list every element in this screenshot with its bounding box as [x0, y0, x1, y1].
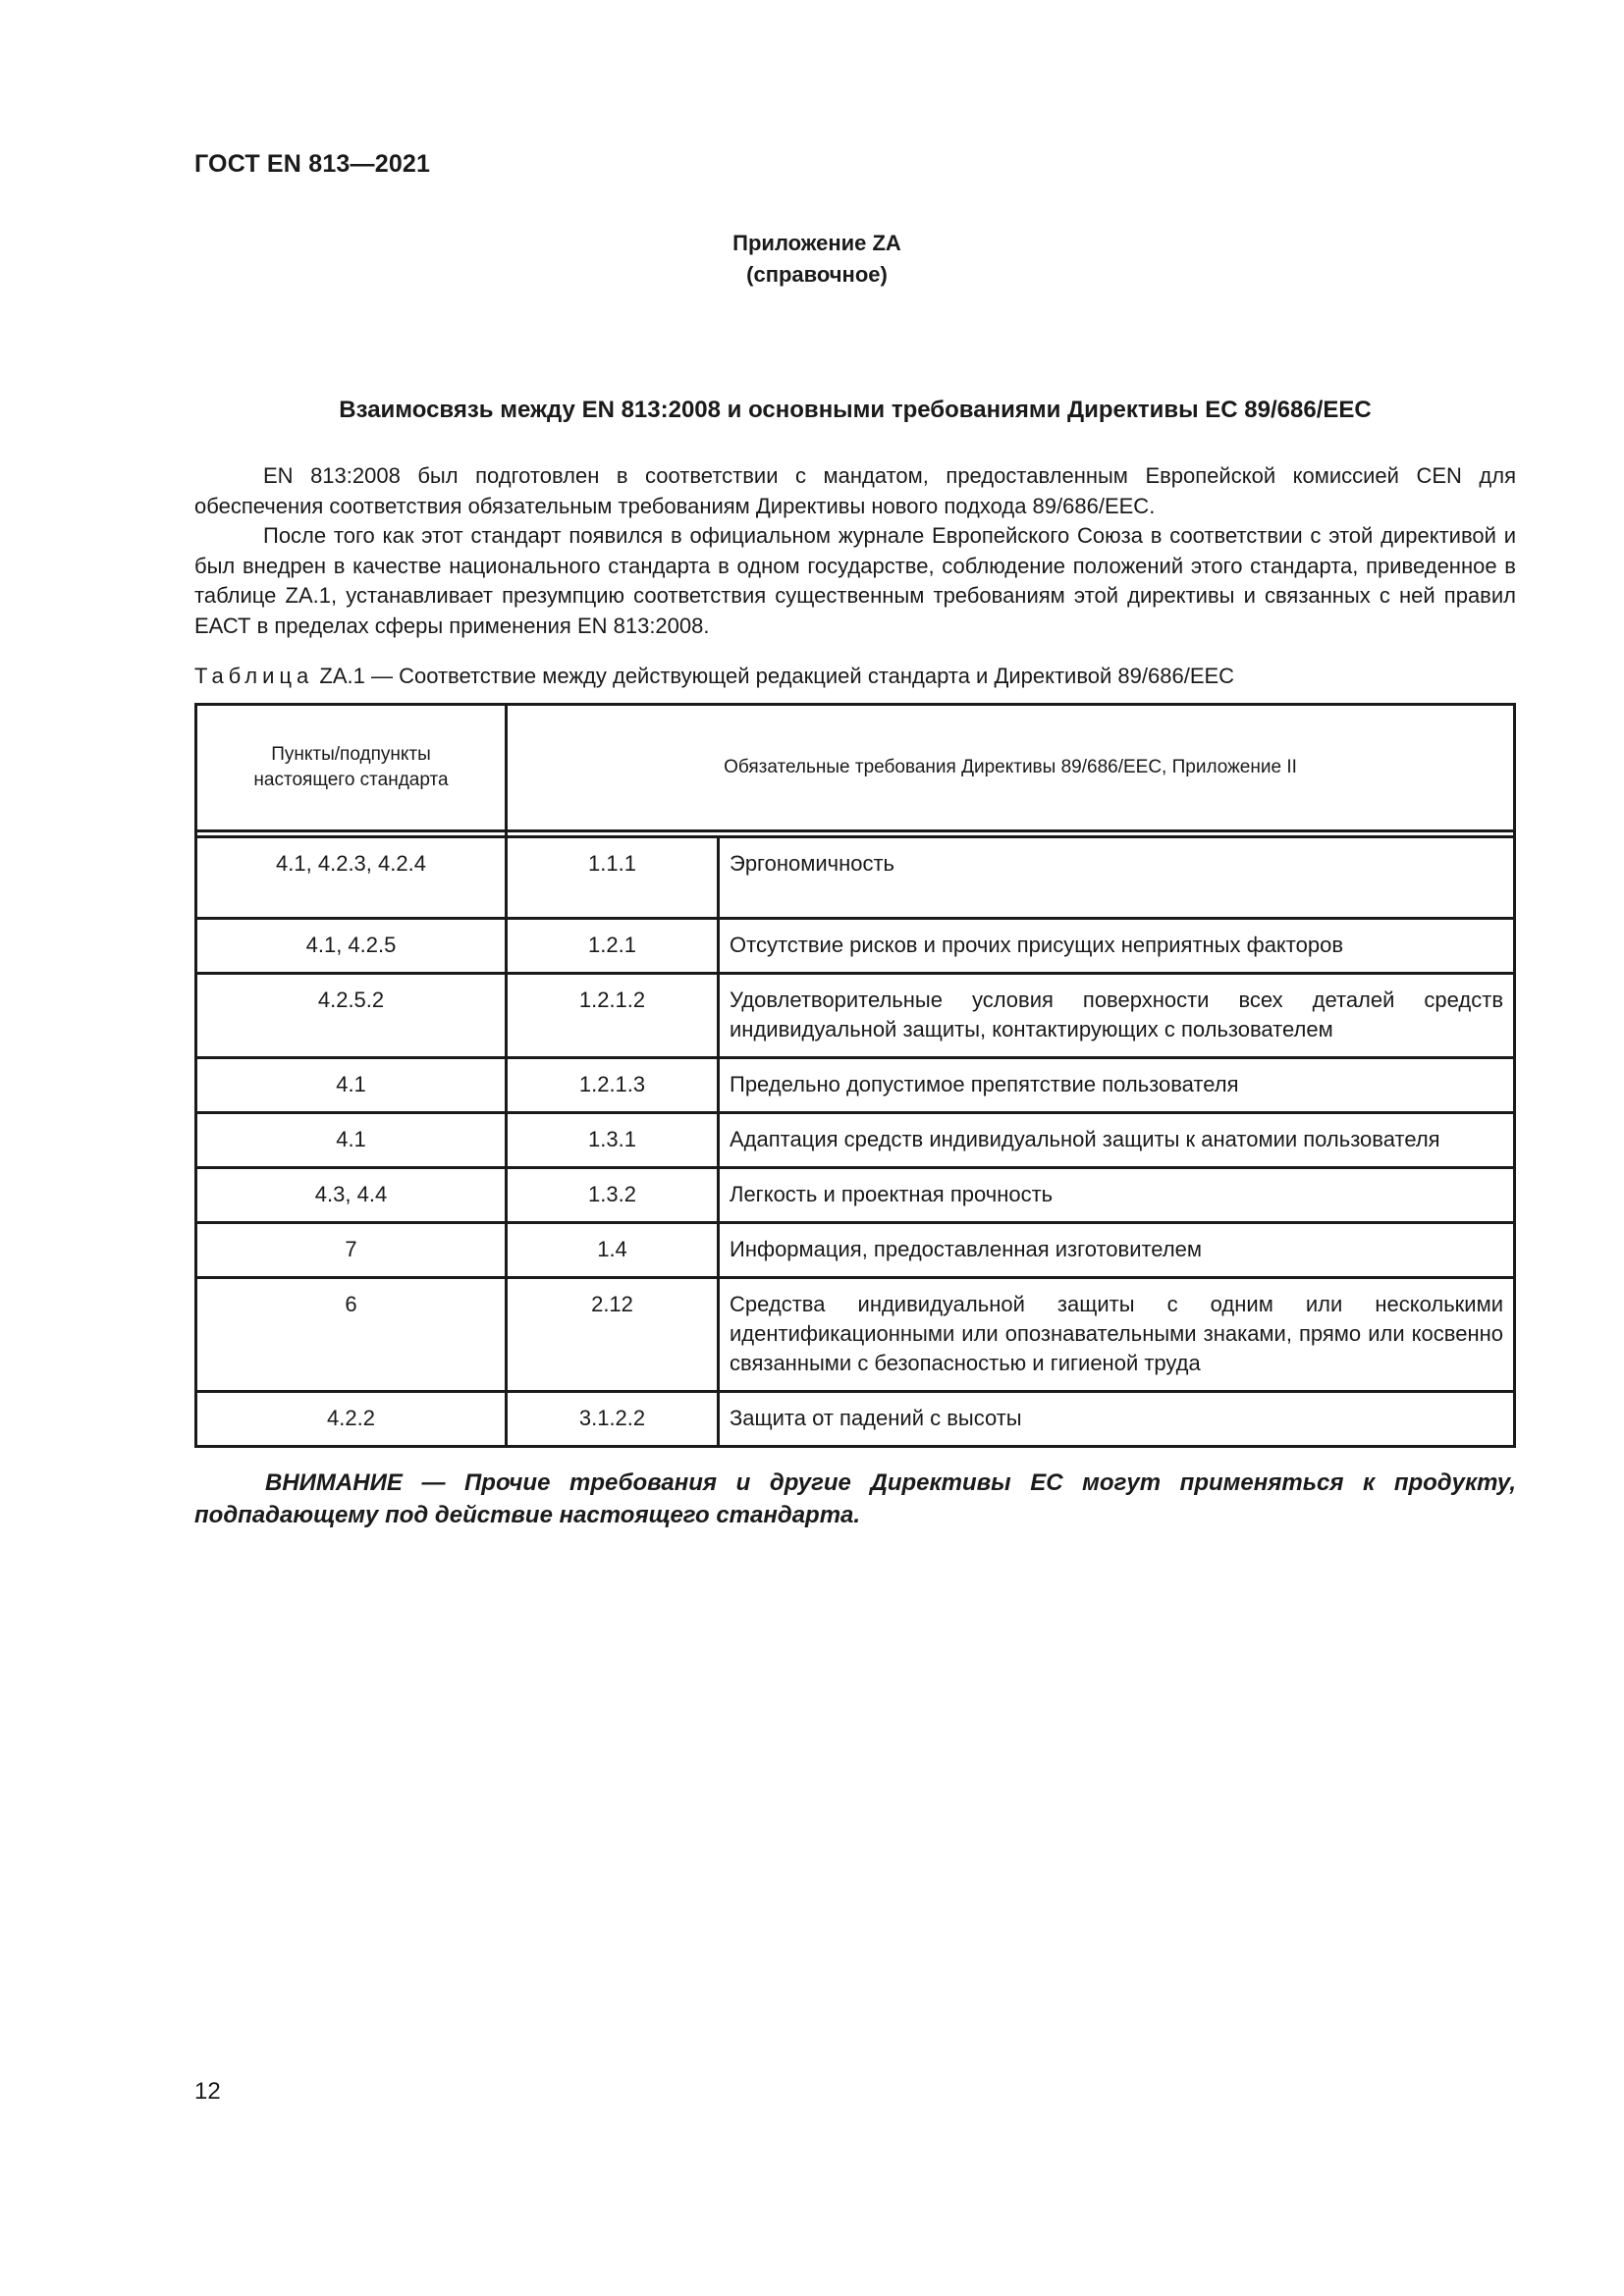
description-cell: [719, 837, 1515, 919]
clause-cell-text: 6: [345, 1292, 357, 1316]
requirement-cell: [507, 837, 719, 919]
clause-cell-text: 4.1, 4.2.5: [305, 933, 397, 957]
header-clauses: [196, 705, 507, 831]
description-cell: [719, 919, 1515, 974]
requirement-cell: [507, 974, 719, 1058]
requirement-cell: [507, 1058, 719, 1113]
page-number: 12: [194, 2078, 221, 2105]
requirement-cell-text: 1.3.1: [588, 1127, 636, 1151]
requirement-cell: [507, 1168, 719, 1223]
description-cell-text: Отсутствие рисков и прочих присущих неприятных факторов: [730, 933, 1344, 957]
description-cell: [719, 1278, 1515, 1392]
table-row: [196, 1113, 1515, 1168]
table-row: [196, 919, 1515, 974]
header-clauses-text: Пункты/подпункты настоящего стандарта: [253, 744, 449, 790]
description-cell-text: Защита от падений с высоты: [730, 1406, 1022, 1430]
clause-cell-text: 4.1: [336, 1127, 366, 1151]
requirement-cell-text: 1.2.1.3: [578, 1072, 646, 1096]
requirement-cell-text: 1.2.1.2: [578, 988, 646, 1012]
clause-cell-text: 4.1, 4.2.3, 4.2.4: [276, 851, 426, 876]
description-cell-text: Адаптация средств индивидуальной защиты к анатомии пользователя: [730, 1127, 1440, 1151]
header-requirements: Обязательные требования Директивы 89/686/EEC, Приложение II: [507, 705, 1515, 831]
clause-cell: [196, 1168, 507, 1223]
clause-cell-text: 4.1: [336, 1072, 366, 1096]
description-cell: [719, 1113, 1515, 1168]
clause-cell: [196, 1392, 507, 1447]
correspondence-table: [194, 703, 1516, 1448]
clause-cell-text: 4.2.2: [327, 1406, 375, 1430]
description-cell: [719, 974, 1515, 1058]
table-row: [196, 1278, 1515, 1392]
clause-cell-text: 4.3, 4.4: [314, 1182, 388, 1206]
table-caption-text: ZA.1 — Соответствие между действующей редакцией стандарта и Директивой 89/686/EEC: [319, 664, 1235, 688]
table-header-row: [196, 705, 1515, 831]
description-cell-text: Средства индивидуальной защиты с одним или несколькими идентификационными или опознавательными знаками, прямо или косвенно связанными с безопасностью и гигиеной труда: [730, 1292, 1503, 1375]
description-cell: [719, 1058, 1515, 1113]
section-title: Взаимосвязь между EN 813:2008 и основными требованиями Директивы ЕС 89/686/EEC: [339, 397, 1372, 423]
description-cell: [719, 1168, 1515, 1223]
description-cell-text: Предельно допустимое препятствие пользователя: [730, 1072, 1239, 1096]
table-row: [196, 1058, 1515, 1113]
clause-cell: [196, 919, 507, 974]
annex-title: Приложение ZA: [732, 231, 901, 255]
paragraph: EN 813:2008 был подготовлен в соответствии с мандатом, предоставленным Европейской комиссией CEN для обеспечения соответствия обязательным требованиям Директивы нового подхода 89/686/EEC.: [194, 463, 1516, 518]
warning-note: [194, 1467, 1516, 1531]
clause-cell: [196, 1058, 507, 1113]
requirement-cell-text: 1.3.2: [588, 1182, 636, 1206]
table-caption-prefix: Таблица: [194, 664, 314, 688]
clause-cell: [196, 1113, 507, 1168]
body-text: [194, 461, 1516, 641]
clause-cell-text: 4.2.5.2: [317, 988, 385, 1012]
table-row: [196, 974, 1515, 1058]
description-cell-text: Эргономичность: [730, 851, 895, 876]
requirement-cell-text: 1.2.1: [588, 933, 636, 957]
clause-cell: [196, 1223, 507, 1278]
table-caption: [194, 664, 1234, 689]
requirement-cell: [507, 919, 719, 974]
annex-subtitle: (справочное): [746, 262, 888, 287]
clause-cell: [196, 1278, 507, 1392]
table-row: [196, 837, 1515, 919]
description-cell: [719, 1223, 1515, 1278]
requirement-cell-text: 1.1.1: [588, 851, 636, 876]
description-cell-text: Информация, предоставленная изготовителем: [730, 1237, 1203, 1261]
description-cell: [719, 1392, 1515, 1447]
requirement-cell: [507, 1113, 719, 1168]
table-row: [196, 1168, 1515, 1223]
requirement-cell: [507, 1278, 719, 1392]
description-cell-text: Легкость и проектная прочность: [730, 1182, 1054, 1206]
clause-cell-text: 7: [345, 1237, 357, 1261]
warning-text: ВНИМАНИЕ — Прочие требования и другие Директивы ЕС могут применяться к продукту, подпадающему под действие настоящего стандарта.: [194, 1469, 1516, 1528]
clause-cell: [196, 837, 507, 919]
requirement-cell: [507, 1392, 719, 1447]
annex-heading: [0, 228, 1624, 291]
table-row: [196, 1392, 1515, 1447]
requirement-cell-text: 1.4: [597, 1237, 627, 1261]
description-cell-text: Удовлетворительные условия поверхности всех деталей средств индивидуальной защиты, контактирующих с пользователем: [730, 988, 1503, 1041]
requirement-cell-text: 3.1.2.2: [578, 1406, 646, 1430]
paragraph: После того как этот стандарт появился в официальном журнале Европейского Союза в соответствии с этой директивой и был внедрен в качестве национального стандарта в одном государстве, соблюдение положений этого стандарта, приведенное в таблице ZA.1, устанавливает презумпцию соответствия существенным требованиям этой директивы и связанных с ней правил ЕАСТ в пределах сферы применения EN 813:2008.: [194, 523, 1516, 638]
document-code: ГОСТ EN 813—2021: [194, 150, 431, 178]
requirement-cell-text: 2.12: [591, 1292, 633, 1316]
clause-cell: [196, 974, 507, 1058]
table-row: [196, 1223, 1515, 1278]
requirement-cell: [507, 1223, 719, 1278]
